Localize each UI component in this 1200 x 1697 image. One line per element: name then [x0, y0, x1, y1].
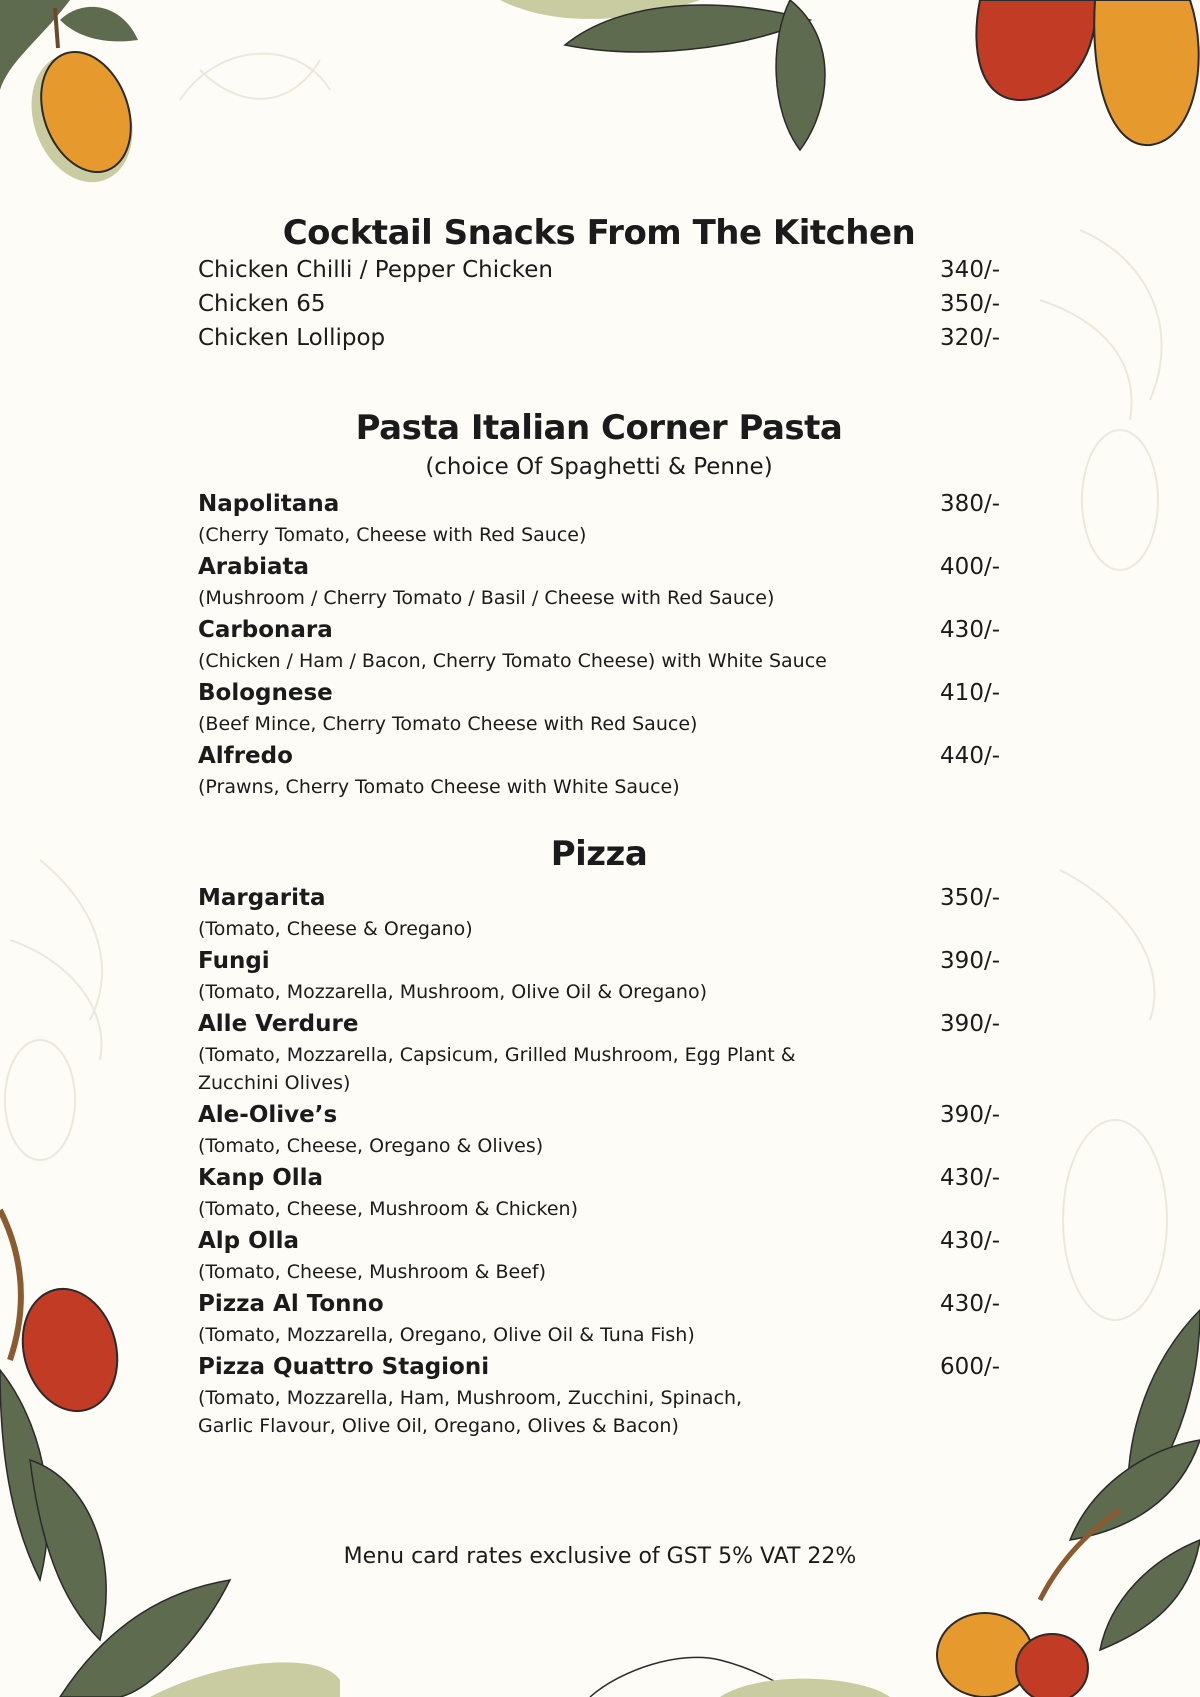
menu-item [198, 740, 1000, 773]
menu-item [198, 253, 1000, 287]
menu-item [198, 677, 1000, 710]
menu-item [198, 614, 1000, 647]
mango-icon [976, 0, 1198, 145]
item-name: Napolitana [198, 491, 340, 518]
item-price: 390/- [940, 1102, 1000, 1129]
leaf-icon [500, 0, 825, 150]
section-pizza [198, 835, 1000, 1440]
menu-item [198, 882, 1000, 915]
item-description: (Tomato, Cheese, Mushroom & Chicken) [198, 1198, 578, 1221]
section-pasta [198, 409, 1000, 801]
menu-item [198, 488, 1000, 521]
menu-item [198, 1008, 1000, 1041]
item-description: (Tomato, Mozzarella, Mushroom, Olive Oil & Oregano) [198, 981, 708, 1004]
item-price: 430/- [940, 1291, 1000, 1318]
item-price: 350/- [940, 885, 1000, 912]
item-name: Chicken 65 [198, 291, 326, 318]
item-name: Pizza Al Tonno [198, 1291, 384, 1318]
section-subtitle: (choice Of Spaghetti & Penne) [425, 454, 773, 481]
item-price: 430/- [940, 1165, 1000, 1192]
item-price: 340/- [940, 257, 1000, 284]
item-price: 600/- [940, 1354, 1000, 1381]
item-price: 390/- [940, 948, 1000, 975]
menu-item [198, 287, 1000, 321]
menu-item [198, 1099, 1000, 1132]
item-price: 430/- [940, 617, 1000, 644]
section-cocktail-snacks [198, 214, 1000, 355]
item-description: (Tomato, Cheese, Oregano & Olives) [198, 1135, 544, 1158]
leaf-icon [590, 1657, 890, 1697]
menu-item [198, 1351, 1000, 1384]
item-price: 440/- [940, 743, 1000, 770]
item-description: (Tomato, Cheese, Mushroom & Beef) [198, 1261, 547, 1284]
menu-item [198, 321, 1000, 355]
menu-item [198, 945, 1000, 978]
item-description: (Tomato, Mozzarella, Ham, Mushroom, Zucchini, Spinach, Garlic Flavour, Olive Oil, Oregano, Olives & Bacon) [198, 1387, 743, 1438]
item-name: Carbonara [198, 617, 333, 644]
item-name: Alle Verdure [198, 1011, 359, 1038]
item-description: (Prawns, Cherry Tomato Cheese with White Sauce) [198, 776, 680, 799]
mango-icon [0, 0, 150, 196]
item-description: (Cherry Tomato, Cheese with Red Sauce) [198, 524, 587, 547]
item-name: Fungi [198, 948, 270, 975]
item-description: (Tomato, Mozzarella, Oregano, Olive Oil & Tuna Fish) [198, 1324, 695, 1347]
item-price: 430/- [940, 1228, 1000, 1255]
menu-item [198, 1288, 1000, 1321]
section-title: Cocktail Snacks From The Kitchen [282, 213, 916, 253]
item-name: Chicken Chilli / Pepper Chicken [198, 257, 553, 284]
menu-item [198, 1162, 1000, 1195]
item-description: (Chicken / Ham / Bacon, Cherry Tomato Cheese) with White Sauce [198, 650, 827, 673]
item-name: Chicken Lollipop [198, 325, 386, 352]
item-name: Ale-Olive’s [198, 1102, 338, 1129]
item-name: Alp Olla [198, 1228, 299, 1255]
section-title: Pasta Italian Corner Pasta [355, 408, 843, 449]
menu-content [198, 214, 1000, 1442]
menu-item [198, 1225, 1000, 1258]
menu-item [198, 551, 1000, 584]
item-price: 350/- [940, 291, 1000, 318]
item-price: 320/- [940, 325, 1000, 352]
item-price: 410/- [940, 680, 1000, 707]
item-name: Bolognese [198, 680, 333, 707]
section-title: Pizza [550, 834, 648, 875]
item-price: 400/- [940, 554, 1000, 581]
item-name: Kanp Olla [198, 1165, 324, 1192]
item-name: Arabiata [198, 554, 310, 581]
item-name: Pizza Quattro Stagioni [198, 1354, 490, 1381]
item-description: (Tomato, Cheese & Oregano) [198, 918, 473, 941]
item-name: Alfredo [198, 743, 293, 770]
item-description: (Mushroom / Cherry Tomato / Basil / Cheese with Red Sauce) [198, 587, 775, 610]
footer-tax-note: Menu card rates exclusive of GST 5% VAT 22% [343, 1544, 857, 1569]
item-description: (Tomato, Mozzarella, Capsicum, Grilled Mushroom, Egg Plant & Zucchini Olives) [198, 1044, 796, 1095]
item-description: (Beef Mince, Cherry Tomato Cheese with Red Sauce) [198, 713, 698, 736]
item-name: Margarita [198, 885, 326, 912]
item-price: 390/- [940, 1011, 1000, 1038]
item-price: 380/- [940, 491, 1000, 518]
